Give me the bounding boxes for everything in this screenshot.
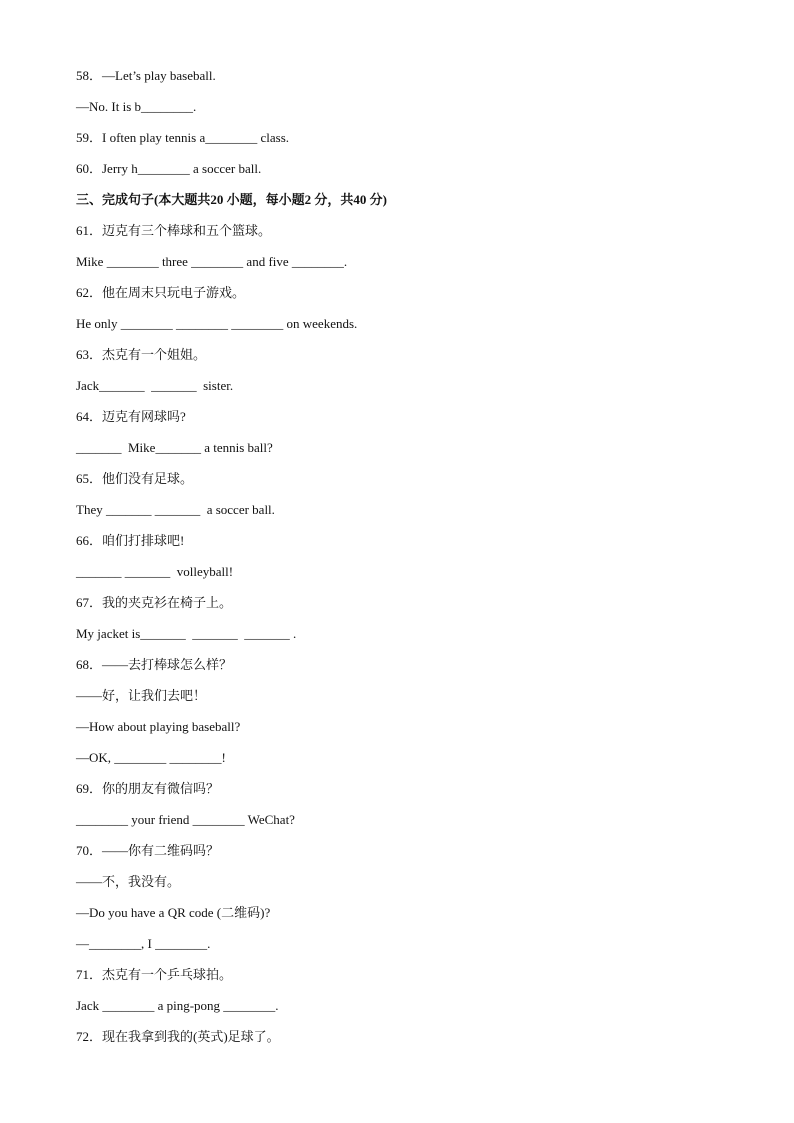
question-58-answer: —No. It is b________. (76, 99, 197, 114)
question-63-chinese: 63．杰克有一个姐姐。 (76, 347, 207, 362)
question-61-english: Mike ________ three ________ and five ________. (76, 254, 348, 269)
question-59: 59．I often play tennis a________ class. (76, 130, 290, 145)
question-62-english: He only ________ ________ ________ on weekends. (76, 316, 358, 331)
question-69-english: ________ your friend ________ WeChat? (76, 812, 295, 827)
question-64-english: _______ Mike_______ a tennis ball? (76, 440, 273, 455)
section-heading: 三、完成句子(本大题共20 小题，每小题2 分，共40 分) (76, 192, 387, 207)
question-68-english-2: —OK, ________ ________! (76, 750, 226, 765)
question-70-english-1: —Do you have a QR code (二维码)? (76, 905, 271, 920)
question-70-chinese-1: 70．——你有二维码吗？ (76, 843, 220, 858)
question-70-chinese-2: ——不，我没有。 (76, 874, 181, 889)
question-58-prompt: 58．—Let’s play baseball. (76, 68, 216, 83)
question-67-english: My jacket is_______ _______ _______ . (76, 626, 297, 641)
question-63-english: Jack_______ _______ sister. (76, 378, 234, 393)
question-62-chinese: 62．他在周末只玩电子游戏。 (76, 285, 246, 300)
question-65-chinese: 65．他们没有足球。 (76, 471, 194, 486)
question-71-chinese: 71．杰克有一个乒乓球拍。 (76, 967, 233, 982)
question-61-chinese: 61．迈克有三个棒球和五个篮球。 (76, 223, 272, 238)
question-66-chinese: 66．咱们打排球吧! (76, 533, 185, 548)
worksheet-page (76, 66, 736, 1058)
question-69-chinese: 69．你的朋友有微信吗？ (76, 781, 220, 796)
question-66-english: _______ _______ volleyball! (76, 564, 234, 579)
question-65-english: They _______ _______ a soccer ball. (76, 502, 275, 517)
question-60: 60．Jerry h________ a soccer ball. (76, 161, 262, 176)
question-70-english-2: —________, I ________. (76, 936, 211, 951)
question-64-chinese: 64．迈克有网球吗? (76, 409, 186, 424)
question-68-chinese-1: 68．——去打棒球怎么样？ (76, 657, 233, 672)
question-72-chinese: 72．现在我拿到我的(英式)足球了。 (76, 1029, 280, 1044)
question-68-chinese-2: ——好，让我们去吧！ (76, 688, 207, 703)
question-71-english: Jack ________ a ping-pong ________. (76, 998, 279, 1013)
question-67-chinese: 67．我的夹克衫在椅子上。 (76, 595, 233, 610)
question-68-english-1: —How about playing baseball? (76, 719, 241, 734)
